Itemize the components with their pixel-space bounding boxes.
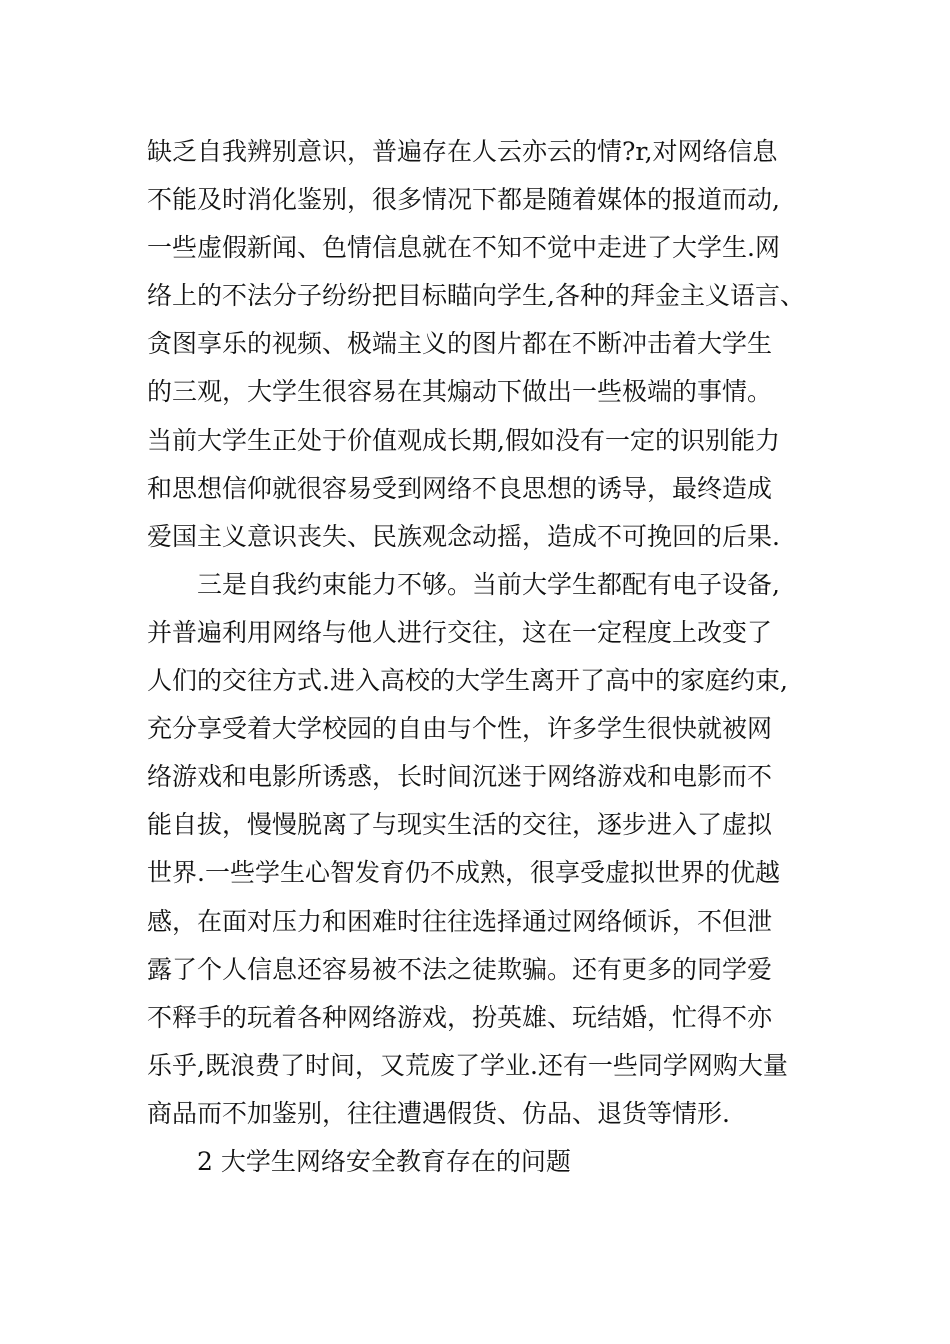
text-line: 一些虚假新闻、色情信息就在不知不觉中走进了大学生.网 — [147, 233, 780, 263]
text-line: 商品而不加鉴别，往往遭遇假货、仿品、退货等情形. — [147, 1098, 730, 1128]
text-line: 当前大学生正处于价值观成长期,假如没有一定的识别能力 — [147, 425, 780, 455]
text-line: 人们的交往方式.进入高校的大学生离开了高中的家庭约束, — [147, 666, 788, 696]
text-line: 贪图享乐的视频、极端主义的图片都在不断冲击着大学生 — [147, 329, 773, 359]
text-line: 乐乎,既浪费了时间，又荒废了学业.还有一些同学网购大量 — [147, 1050, 788, 1080]
text-line: 感，在面对压力和困难时往往选择通过网络倾诉，不但泄 — [147, 906, 773, 936]
text-line: 并普遍利用网络与他人进行交往，这在一定程度上改变了 — [147, 617, 773, 647]
text-line: 不能及时消化鉴别，很多情况下都是随着媒体的报道而动, — [147, 185, 780, 215]
text-line: 露了个人信息还容易被不法之徒欺骗。还有更多的同学爱 — [147, 954, 773, 984]
paragraph-start-line: 三是自我约束能力不够。当前大学生都配有电子设备, — [197, 569, 780, 599]
text-line: 络上的不法分子纷纷把目标瞄向学生,各种的拜金主义语言、 — [147, 281, 805, 311]
section-heading: 2 大学生网络安全教育存在的问题 — [197, 1146, 571, 1176]
text-line: 不释手的玩着各种网络游戏，扮英雄、玩结婚，忙得不亦 — [147, 1002, 773, 1032]
body-text — [147, 128, 827, 1186]
text-line: 的三观，大学生很容易在其煽动下做出一些极端的事情。 — [147, 377, 773, 407]
text-line: 缺乏自我辨别意识，普遍存在人云亦云的情?r,对网络信息 — [147, 137, 778, 166]
text-line: 络游戏和电影所诱惑，长时间沉迷于网络游戏和电影而不 — [147, 762, 773, 792]
text-line: 爱国主义意识丧失、民族观念动摇，造成不可挽回的后果. — [147, 521, 780, 551]
text-line: 充分享受着大学校园的自由与个性，许多学生很快就被网 — [147, 714, 773, 744]
text-line: 和思想信仰就很容易受到网络不良思想的诱导，最终造成 — [147, 473, 773, 503]
text-line: 世界.一些学生心智发育仍不成熟，很享受虚拟世界的优越 — [147, 858, 780, 888]
text-line: 能自拔，慢慢脱离了与现实生活的交往，逐步进入了虚拟 — [147, 810, 773, 840]
